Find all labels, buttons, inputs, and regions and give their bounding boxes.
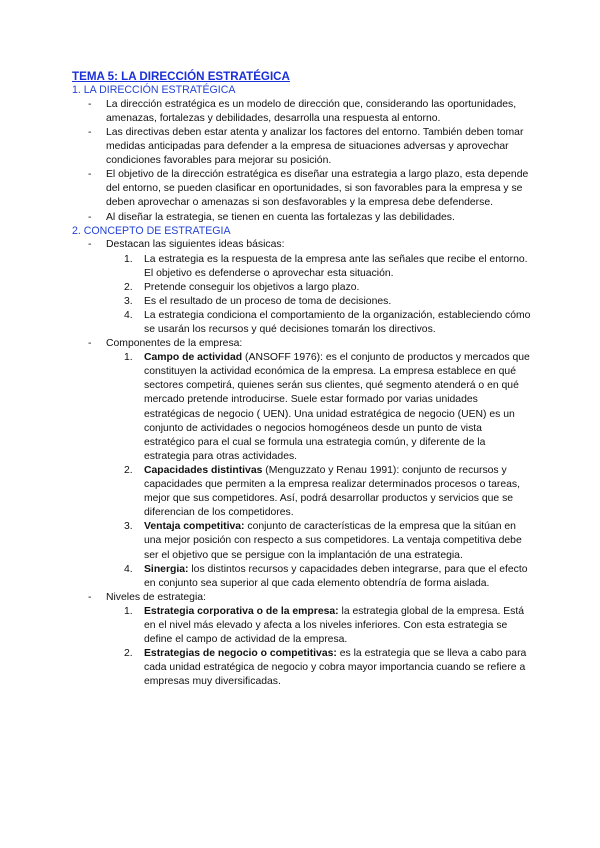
term: Estrategia corporativa o de la empresa: (144, 605, 339, 617)
term: Sinergia: (144, 563, 189, 575)
page-title: TEMA 5: LA DIRECCIÓN ESTRATÉGICA (72, 70, 290, 83)
list-item: 3. Ventaja competitiva: conjunto de características de la empresa que la sitúan en una mejor posición con respecto a sus competidores. La ventaja competitiva debe ser el objetivo que se persigue con la implantación de una estrategia. (124, 521, 522, 561)
ideas-block: - Destacan las siguientes ideas básicas: 1. La estrategia es la respuesta de la empresa ante las señales que recibe el entorno. El objetivo es defenderse o aprovechar esta situación. 2. Pretende conseguir los objetivos a largo plazo. 3. Es el resultado de un proceso de toma de decisiones. 4. La estrategia condiciona el comportamiento de la organización, estableciendo cómo se usarán los recursos y qué decisiones tomarán los directivos. (72, 238, 532, 337)
ideas-label: Destacan las siguientes ideas básicas: (106, 239, 285, 251)
niveles-label: Niveles de estrategia: (106, 591, 206, 603)
list-item: - Al diseñar la estrategia, se tienen en cuenta las fortalezas y las debilidades. (88, 211, 455, 223)
list-item: 4. Sinergia: los distintos recursos y capacidades deben integrarse, para que el efecto en conjunto sea superior al que cada elemento obtendría de forma aislada. (124, 563, 528, 589)
section-1-heading: 1. LA DIRECCIÓN ESTRATÉGICA (72, 84, 236, 96)
term: Ventaja competitiva: (144, 521, 245, 533)
document-content (72, 70, 532, 689)
term: Campo de actividad (144, 352, 243, 364)
list-item: - Las directivas deben estar atenta y analizar los factores del entorno. También deben tomar medidas anticipadas para defender a la empresa de situaciones adversas y aprovechar condiciones favorables para mejorar su posición. (88, 126, 524, 167)
list-item: 2. Estrategias de negocio o competitivas: es la estrategia que se lleva a cabo para cada unidad estratégica de negocio y cobra mayor importancia cuando se refiere a empresas muy diversificadas. (124, 648, 527, 688)
list-item: 1. Campo de actividad (ANSOFF 1976): es el conjunto de productos y mercados que constituyen la actividad económica de la empresa. La empresa establece en qué sectores competirá, quienes serán sus clientes, qué segmento atenderá o en qué mercado pretende introducirse. Suele estar formado por varias unidades estratégicas de negocio ( UEN). Una unidad estratégica de negocio (UEN) es un conjunto de actividades o negocios homogéneos desde un punto de vista estratégico para el cual se formula una estrategia común, y diferente de la estrategia para otras actividades. (124, 352, 530, 462)
componentes-label: Componentes de la empresa: (106, 338, 243, 350)
componentes-block: - Componentes de la empresa: 1. Campo de actividad (ANSOFF 1976): es el conjunto de productos y mercados que constituyen la actividad económica de la empresa. La empresa establece en qué sectores competirá, quienes serán sus clientes, qué segmento atenderá o en qué mercado pretende introducirse. Suele estar formado por varias unidades estratégicas de negocio ( UEN). Una unidad estratégica de negocio (UEN) es un conjunto de actividades o negocios homogéneos desde un punto de vista estratégico para el cual se formula una estrategia común, y diferente de la estrategia para otras actividades. 2. Capacidades distintivas (Menguzzato y Renau 1991): conjunto de recursos y capacidades que permiten a la empresa realizar determinados procesos o tareas, mejor que sus competidores. Así, podrá desarrollar productos y servicios que se diferencian de los competidores. 3. Ventaja competitiva: conjunto de características de la empresa que la sitúan en una mejor posición con respecto a sus competidores. La ventaja competitiva debe ser el objetivo que se persigue con la implantación de una estrategia. 4. Sinergia: los distintos recursos y capacidades deben integrarse, para que el efecto en conjunto sea superior al que cada elemento obtendría de forma aislada. (72, 337, 532, 591)
componentes-list (106, 351, 532, 591)
term: Estrategias de negocio o competitivas: (144, 648, 337, 660)
ideas-list (106, 253, 532, 338)
list-item: - La dirección estratégica es un modelo de dirección que, considerando las oportunidades, amenazas, fortalezas y debilidades, desarrolla una respuesta al entorno. (88, 98, 517, 124)
list-item: 3. Es el resultado de un proceso de toma de decisiones. (124, 295, 392, 307)
niveles-list (106, 605, 532, 690)
term: Capacidades distintivas (144, 464, 263, 476)
list-item: 1. La estrategia es la respuesta de la empresa ante las señales que recibe el entorno. El objetivo es defenderse o aprovechar esta situación. (124, 253, 528, 279)
section-2-heading: 2. CONCEPTO DE ESTRATEGIA (72, 224, 231, 237)
section-1-list (72, 98, 532, 225)
list-item: 2. Capacidades distintivas (Menguzzato y Renau 1991): conjunto de recursos y capacidades que permiten a la empresa realizar determinados procesos o tareas, mejor que sus competidores. Así, podrá desarrollar productos y servicios que se diferencian de los competidores. (124, 464, 521, 519)
list-item: 4. La estrategia condiciona el comportamiento de la organización, estableciendo cómo se usarán los recursos y qué decisiones tomarán los directivos. (124, 309, 531, 335)
list-item: - El objetivo de la dirección estratégica es diseñar una estrategia a largo plazo, esta depende del entorno, se pueden clasificar en oportunidades, si son favorables para la empresa y se deben aprovechar o amenazas si son desfavorables y la empresa debe defenderse. (88, 169, 529, 209)
section-2-list (72, 238, 532, 689)
niveles-block: - Niveles de estrategia: 1. Estrategia corporativa o de la empresa: la estrategia global de la empresa. Está en el nivel más elevado y afecta a los niveles inferiores. Con esta estrategia se define el campo de actividad de la empresa. 2. Estrategias de negocio o competitivas: es la estrategia que se lleva a cabo para cada unidad estratégica de negocio y cobra mayor importancia cuando se refiere a empresas muy diversificadas. (72, 591, 532, 690)
list-item: 1. Estrategia corporativa o de la empresa: la estrategia global de la empresa. Está en el nivel más elevado y afecta a los niveles inferiores. Con esta estrategia se define el campo de actividad de la empresa. (124, 605, 525, 646)
list-item: 2. Pretende conseguir los objetivos a largo plazo. (124, 281, 360, 293)
